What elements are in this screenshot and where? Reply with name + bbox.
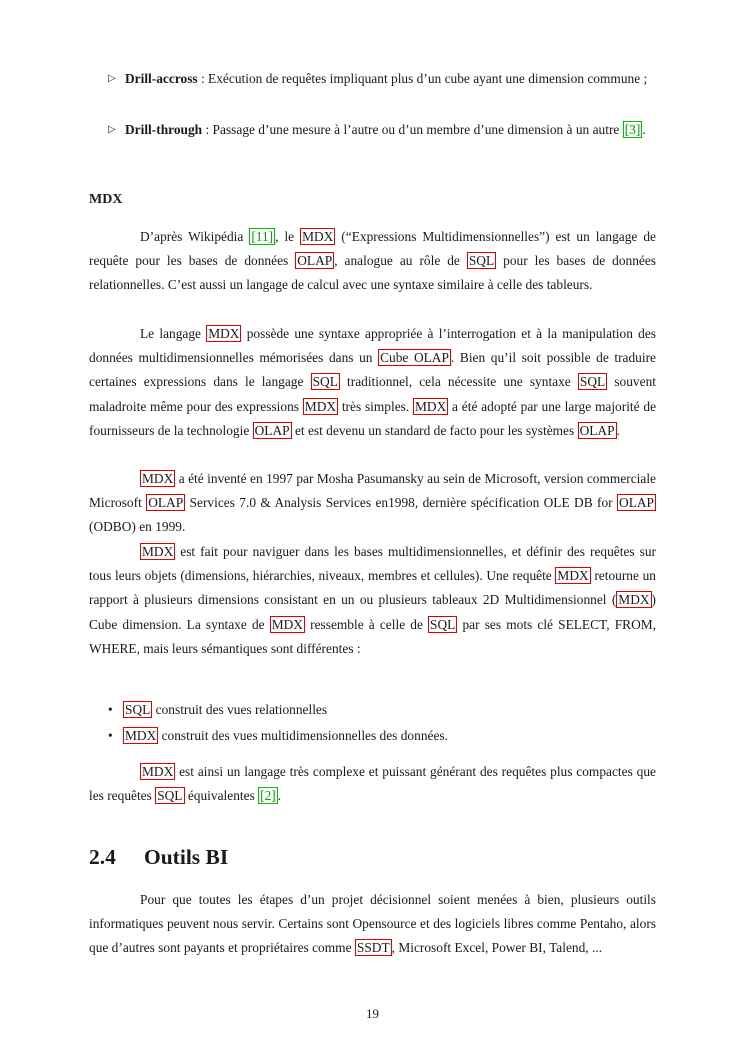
bullet-icon: • (108, 702, 113, 717)
paragraph-mdx-definition: D’après Wikipédia [11] , le MDX (“Expressions Multidimensionnelles”) est un langage de requête pour les bases de données OLAP , analogue au rôle de SQL pour les bases de données relationnelles. C’est aussi un langage de calcul avec une syntaxe similaire à celle des tableurs. (89, 229, 657, 293)
paragraph-bi-tools: Pour que toutes les étapes d’un projet décisionnel soient menées à bien, plusieurs outils informatiques peuvent nous servir. Certains sont Opensource et des logiciels libres comme Pentaho, alors que d’autres sont payants et propriétaires comme SSDT , Microsoft Excel, Power BI, Talend, ... (89, 892, 656, 956)
glossary-link[interactable]: SQL (157, 788, 183, 804)
glossary-link[interactable]: MDX (142, 544, 174, 559)
glossary-link[interactable]: MDX (618, 592, 650, 608)
citation-link[interactable]: [2] (260, 788, 276, 804)
glossary-link[interactable]: MDX (304, 398, 337, 414)
list-item-drill-through: ▷ Drill-through : Passage d’une mesure à l’autre ou d’un membre d’une dimension à un autre [3] . (108, 118, 656, 142)
list-item-drill-across: ▷ Drill-accross : Exécution de requêtes impliquant plus d’un cube ayant une dimension commune ; (108, 67, 656, 91)
glossary-link[interactable]: OLAP (254, 422, 290, 438)
glossary-link[interactable]: SQL (125, 702, 151, 717)
glossary-link[interactable]: OLAP (148, 495, 184, 511)
glossary-link[interactable]: SQL (430, 616, 456, 632)
glossary-link[interactable]: MDX (302, 229, 334, 244)
paragraph-mdx-conclusion: MDX est ainsi un langage très complexe et puissant générant des requêtes plus compactes que les requêtes SQL équivalentes [2] . (89, 764, 656, 804)
glossary-link[interactable]: MDX (557, 568, 589, 584)
glossary-link[interactable]: SQL (468, 253, 495, 269)
glossary-link[interactable]: OLAP (297, 253, 333, 269)
citation-link[interactable]: [11] (251, 229, 274, 244)
list-item: • SQL construit des vues relationnelles (108, 698, 656, 722)
glossary-link[interactable]: SQL (312, 374, 338, 390)
glossary-link[interactable]: MDX (271, 616, 303, 632)
section-number: 2.4 (89, 845, 116, 869)
triangle-bullet-icon: ▷ (108, 73, 116, 84)
glossary-link[interactable]: SQL (579, 374, 606, 390)
triangle-bullet-icon: ▷ (108, 124, 116, 135)
glossary-link[interactable]: OLAP (619, 495, 654, 511)
glossary-link[interactable]: MDX (142, 471, 174, 486)
bullet-icon: • (108, 728, 113, 743)
section-title: Outils BI (144, 845, 229, 869)
section-heading (89, 845, 228, 870)
glossary-link[interactable]: MDX (208, 326, 240, 341)
citation-link[interactable]: [3] (624, 122, 641, 137)
glossary-link[interactable]: MDX (142, 764, 174, 779)
glossary-link[interactable]: Cube OLAP (380, 350, 449, 366)
page-number: 19 (366, 1006, 379, 1021)
paragraph-mdx-syntax: Le langage MDX possède une syntaxe appropriée à l’interrogation et à la manipulation des données multidimensionnelles mémorisées dans un Cube OLAP . Bien qu’il soit possible de traduire certaines expressions dans le langage SQL traditionnel, cela nécessite une syntaxe SQL souvent maladroite même pour des expressions MDX très simples. MDX a été adopté par une large majorité de fournisseurs de la technologie OLAP et est devenu un standard de facto pour les systèmes OLAP . (89, 326, 657, 438)
glossary-link[interactable]: MDX (125, 728, 157, 743)
paragraph-heading: MDX (89, 192, 123, 207)
glossary-link[interactable]: OLAP (579, 422, 615, 438)
glossary-link[interactable]: SSDT (356, 940, 390, 956)
glossary-link[interactable]: MDX (415, 398, 447, 414)
term: Drill-accross (125, 71, 198, 86)
paragraph-mdx-history: MDX a été inventé en 1997 par Mosha Pasumansky au sein de Microsoft, version commerciale Microsoft OLAP Services 7.0 & Analysis Services en1998, dernière spécification OLE DB for OLAP (ODBO) en 1999. (89, 471, 656, 535)
list-item: • MDX construit des vues multidimensionnelles des données. (108, 724, 656, 748)
paragraph-mdx-purpose: MDX est fait pour naviguer dans les bases multidimensionnelles, et définir des requêtes sur tous leurs objets (dimensions, hiérarchies, niveaux, membres et cellules). Une requête MDX retourne un rapport à plusieurs dimensions consistant en un ou plusieurs tableaux 2D Multidimensionnel ( MDX ) Cube dimension. La syntaxe de MDX ressemble à celle de SQL par ses mots clé SELECT, FROM, WHERE, mais leurs sémantiques sont différentes : (89, 544, 657, 656)
term: Drill-through (125, 122, 203, 137)
